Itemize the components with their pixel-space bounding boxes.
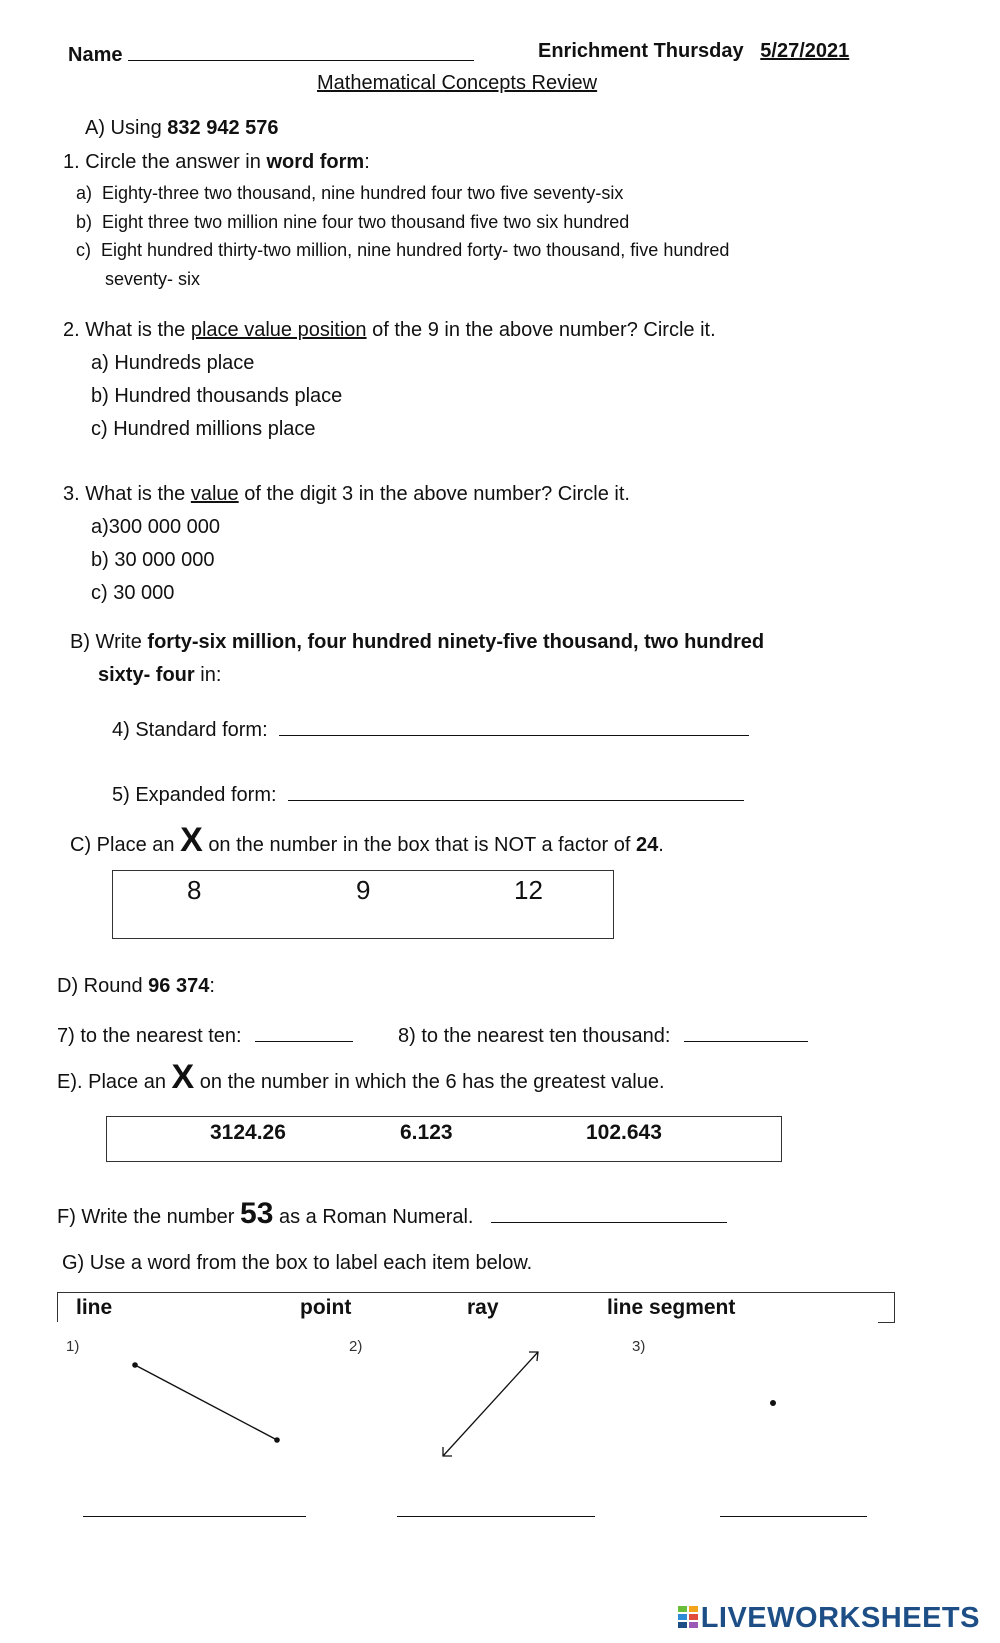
question-1: 1. Circle the answer in word form: — [63, 151, 370, 173]
q1-option-c[interactable]: c) Eight hundred thirty-two million, nine hundred forty- two thousand, five hundred — [76, 240, 730, 260]
figure-1-answer-line[interactable] — [83, 1516, 306, 1517]
figure-number-2: 2) — [349, 1338, 363, 1355]
q3-option-a[interactable]: a)300 000 000 — [91, 516, 221, 538]
factor-option-12[interactable]: 12 — [514, 875, 543, 905]
question-4: 4) Standard form: — [112, 715, 749, 742]
line-segment-figure — [132, 1362, 280, 1443]
expanded-form-answer-line[interactable] — [288, 780, 744, 801]
roman-numeral-answer-line[interactable] — [491, 1202, 727, 1223]
word-bank-box-corner — [878, 1322, 895, 1323]
q2-option-c[interactable]: c) Hundred millions place — [91, 418, 316, 440]
section-f-prompt: F) Write the number 53 as a Roman Numeral. — [57, 1202, 727, 1229]
word-bank-point: point — [300, 1296, 352, 1319]
figure-3-answer-line[interactable] — [720, 1516, 867, 1517]
x-mark-icon: X — [180, 821, 203, 859]
q3-option-c[interactable]: c) 30 000 — [91, 582, 175, 604]
word-bank-ray: ray — [467, 1296, 499, 1319]
nearest-ten-answer-line[interactable] — [255, 1021, 353, 1042]
question-8: 8) to the nearest ten thousand: — [398, 1021, 808, 1048]
section-b-intro: B) Write forty-six million, four hundred ninety-five thousand, two hundred — [70, 631, 765, 653]
question-5: 5) Expanded form: — [112, 780, 744, 807]
section-d-prompt: D) Round 96 374: — [57, 975, 215, 997]
factor-option-8[interactable]: 8 — [187, 875, 202, 905]
nearest-ten-thousand-answer-line[interactable] — [684, 1021, 808, 1042]
word-bank-line-segment: line segment — [607, 1296, 736, 1319]
point-figure — [770, 1400, 776, 1406]
header-title-date — [538, 40, 849, 63]
standard-form-answer-line[interactable] — [279, 715, 749, 736]
q1-option-b[interactable]: b) Eight three two million nine four two thousand five two six hundred — [76, 212, 630, 232]
q2-option-b[interactable]: b) Hundred thousands place — [91, 385, 343, 407]
q2-option-a[interactable]: a) Hundreds place — [91, 352, 255, 374]
worksheet-title: Enrichment Thursday — [538, 40, 744, 62]
section-a-intro: A) Using 832 942 576 — [85, 117, 279, 139]
worksheet-subtitle: Mathematical Concepts Review — [317, 72, 598, 94]
section-e-prompt: E). Place an X on the number in which the 6 has the greatest value. — [57, 1058, 665, 1096]
word-bank-line: line — [76, 1296, 113, 1319]
figure-number-1: 1) — [66, 1338, 80, 1355]
worksheet-date: 5/27/2021 — [760, 40, 850, 62]
section-b-intro-continued: sixty- four in: — [98, 664, 222, 686]
question-2: 2. What is the place value position of the 9 in the above number? Circle it. — [63, 319, 716, 341]
line-figure — [443, 1352, 538, 1456]
q3-option-b[interactable]: b) 30 000 000 — [91, 549, 215, 571]
liveworksheets-logo — [677, 1602, 980, 1635]
figure-2-answer-line[interactable] — [397, 1516, 595, 1517]
section-g-prompt: G) Use a word from the box to label each item below. — [62, 1252, 533, 1274]
decimal-option-3[interactable]: 102.643 — [586, 1121, 662, 1144]
name-answer-line[interactable] — [128, 40, 474, 61]
decimal-option-2[interactable]: 6.123 — [400, 1121, 453, 1144]
decimal-option-1[interactable]: 3124.26 — [210, 1121, 286, 1144]
factor-option-9[interactable]: 9 — [356, 875, 371, 905]
question-3: 3. What is the value of the digit 3 in the above number? Circle it. — [63, 483, 630, 505]
q1-option-a[interactable]: a) Eighty-three two thousand, nine hundred four two five seventy-six — [76, 183, 624, 203]
section-c-prompt: C) Place an X on the number in the box that is NOT a factor of 24. — [70, 821, 664, 859]
geometry-figures — [0, 1330, 1000, 1470]
question-7: 7) to the nearest ten: — [57, 1021, 353, 1048]
name-label: Name — [68, 40, 474, 67]
x-mark-icon: X — [171, 1058, 195, 1096]
liveworksheets-logo-icon — [677, 1604, 699, 1630]
logo-text: LIVEWORKSHEETS — [700, 1602, 980, 1634]
figure-number-3: 3) — [632, 1338, 646, 1355]
q1-option-c-continued[interactable]: seventy- six — [105, 269, 201, 289]
